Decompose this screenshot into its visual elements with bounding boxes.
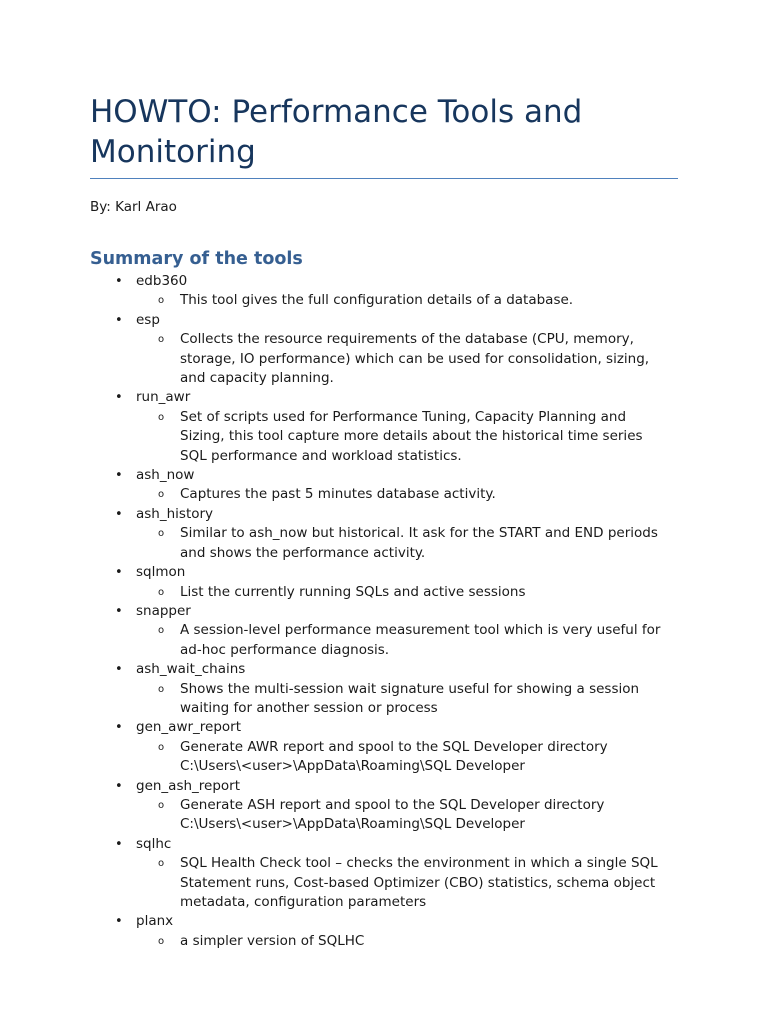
sub-bullet-icon: o [158,858,165,870]
tool-item [90,388,678,466]
tool-description [136,330,678,388]
bullet-icon: • [115,603,123,619]
bullet-icon: • [115,836,123,852]
description-line: C:\Users\<user>\AppData\Roaming\SQL Developer [180,816,525,833]
tool-item [90,466,678,505]
description-line: Shows the multi-session wait signature useful for showing a session [180,680,640,697]
tool-description [136,680,678,719]
tool-name: ash_now [136,467,195,484]
description-line: metadata, configuration parameters [180,894,427,910]
sub-bullet-icon: o [158,625,165,637]
tool-description-list [136,680,678,719]
tool-name: sqlhc [136,835,172,852]
sub-bullet-icon: o [158,411,165,423]
description-line: SQL performance and workload statistics. [180,447,462,464]
description-line: and capacity planning. [180,370,334,387]
tool-name: gen_awr_report [136,719,242,736]
tool-description [136,854,678,912]
bullet-icon: • [115,662,123,678]
description-line: Set of scripts used for Performance Tuning, Capacity Planning and [180,408,627,425]
tool-name: snapper [136,602,191,619]
tool-description-list [136,796,678,835]
title-line-1: HOWTO: Performance Tools and [90,94,583,130]
tool-description [136,524,678,563]
tool-description [136,796,678,835]
tool-description-list [136,408,678,466]
description-line: C:\Users\<user>\AppData\Roaming\SQL Developer [180,758,525,775]
tool-item [90,835,678,913]
tool-description [136,485,678,504]
tool-description-list [136,330,678,388]
sub-bullet-icon: o [158,683,165,695]
tool-name: esp [136,311,160,328]
bullet-icon: • [115,565,123,581]
sub-bullet-icon: o [158,489,165,501]
description-line: Generate AWR report and spool to the SQL Developer directory [180,738,608,755]
description-line: List the currently running SQLs and active sessions [180,583,526,600]
tool-description-list [136,932,678,951]
description-line: Captures the past 5 minutes database activity. [180,486,496,503]
description-line: ad-hoc performance diagnosis. [180,641,390,658]
tool-list [90,272,678,951]
description-line: This tool gives the full configuration details of a database. [180,292,574,309]
tool-description-list [136,738,678,777]
tool-description [136,408,678,466]
tool-name: run_awr [136,389,191,406]
sub-bullet-icon: o [158,586,165,598]
sub-bullet-icon: o [158,334,165,346]
tool-item [90,602,678,660]
tool-description-list [136,621,678,660]
author-byline: By: Karl Arao [90,199,177,215]
tool-description-list [136,524,678,563]
description-line: Similar to ash_now but historical. It ask for the START and END periods [180,525,658,542]
bullet-icon: • [115,778,123,794]
tool-name: ash_wait_chains [136,661,246,678]
description-line: Statement runs, Cost-based Optimizer (CBO) statistics, schema object [180,874,656,891]
document-page [90,92,678,951]
bullet-icon: • [115,468,123,484]
sub-bullet-icon: o [158,799,165,811]
tool-item [90,311,678,389]
tool-name: edb360 [136,273,188,289]
bullet-icon: • [115,390,123,406]
bullet-icon: • [115,312,123,328]
title-line-2: Monitoring [90,134,256,170]
tool-name: gen_ash_report [136,777,241,794]
tool-item [90,912,678,951]
tool-description [136,621,678,660]
tool-name: ash_history [136,505,214,522]
tool-description [136,738,678,777]
tool-item [90,718,678,776]
tool-name: sqlmon [136,564,186,581]
tool-description [136,291,678,310]
tool-description-list [136,854,678,912]
description-line: Collects the resource requirements of the database (CPU, memory, [180,331,634,348]
description-line: SQL Health Check tool – checks the environment in which a single SQL [180,855,658,872]
tool-description [136,583,678,602]
bullet-icon: • [115,914,123,930]
description-line: Sizing, this tool capture more details about the historical time series [180,428,643,445]
tool-item [90,505,678,563]
tool-description-list [136,485,678,504]
tool-name: planx [136,913,174,930]
description-line: a simpler version of SQLHC [180,932,365,949]
description-line: and shows the performance activity. [180,544,426,561]
description-line: waiting for another session or process [180,699,438,716]
tool-description-list [136,583,678,602]
tool-item [90,563,678,602]
sub-bullet-icon: o [158,935,165,947]
document-title [90,92,678,179]
bullet-icon: • [115,720,123,736]
tool-item [90,660,678,718]
description-line: Generate ASH report and spool to the SQL Developer directory [180,796,605,813]
bullet-icon: • [115,506,123,522]
sub-bullet-icon: o [158,295,165,307]
description-line: storage, IO performance) which can be used for consolidation, sizing, [180,350,650,367]
section-heading: Summary of the tools [90,249,303,269]
sub-bullet-icon: o [158,741,165,753]
tool-description-list [136,291,678,310]
tool-item [90,777,678,835]
sub-bullet-icon: o [158,528,165,540]
tool-item [90,272,678,311]
bullet-icon: • [115,274,123,289]
description-line: A session-level performance measurement tool which is very useful for [180,622,661,639]
tool-description [136,932,678,951]
